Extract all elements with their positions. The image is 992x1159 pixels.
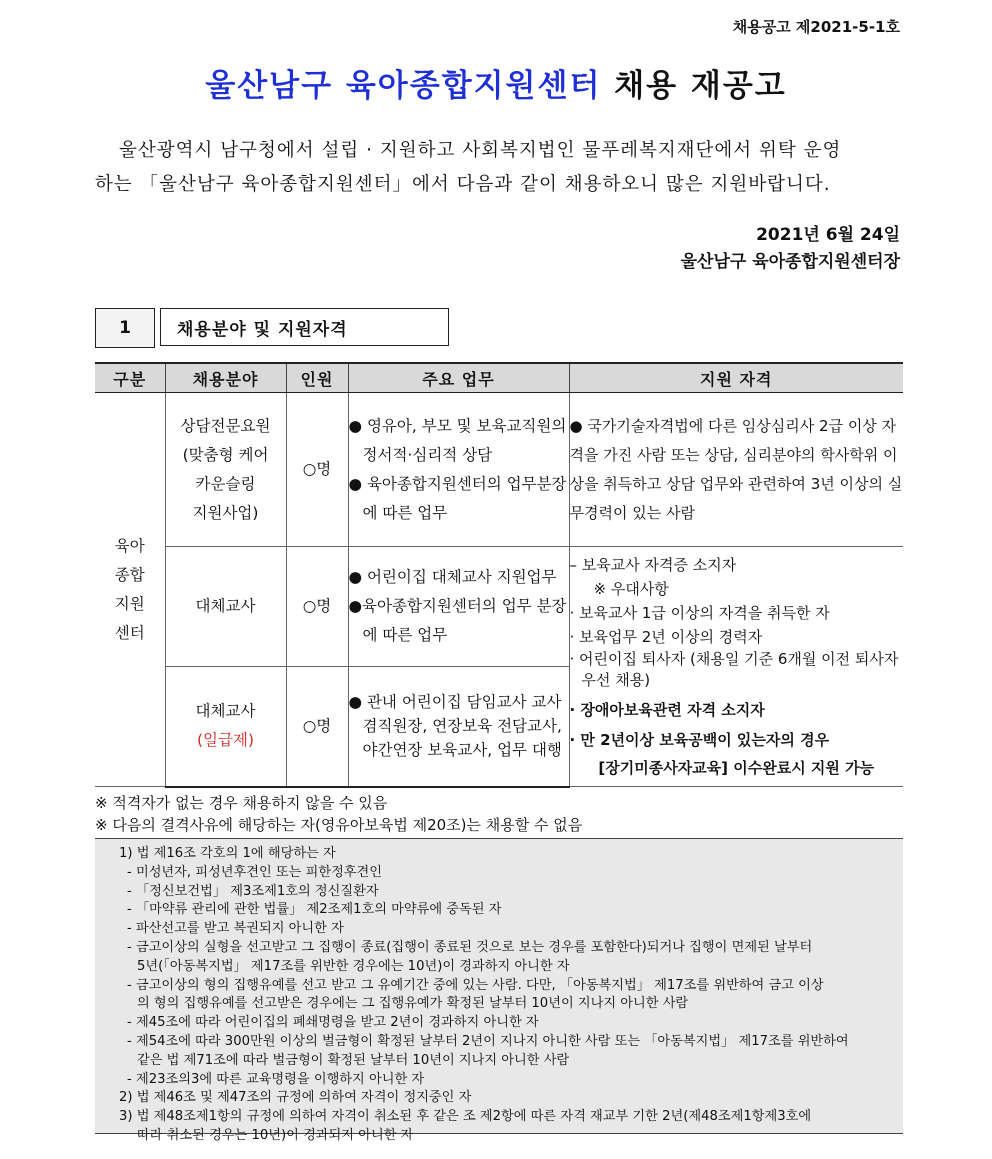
qualification-line: – 보육교사 자격증 소지자 xyxy=(569,555,737,574)
duty-item: ● 육아종합지원센터의 업무분장에 따른 업무 xyxy=(348,474,567,522)
disqualification-line: - 파산선고를 받고 복권되지 아니한 자 xyxy=(127,921,344,937)
qualification-line: [장기미종사자교육] 이수완료시 지원 가능 xyxy=(598,758,875,777)
category-text: 지원 xyxy=(114,594,145,613)
shared-qualification-cell xyxy=(569,547,903,787)
title-suffix: 채용 재공고 xyxy=(614,68,787,104)
disqualification-line: - 미성년자, 피성년후견인 또는 피한정후견인 xyxy=(127,864,383,880)
intro-line-1: 울산광역시 남구청에서 설립 · 지원하고 사회복지법인 물푸레복지재단에서 위탁 운영 xyxy=(119,140,842,161)
field-cell xyxy=(165,547,286,667)
duty-item: ● 어린이집 대체교사 지원업무 xyxy=(348,568,557,586)
category-cell xyxy=(95,393,165,787)
field-text: 대체교사 xyxy=(195,702,256,721)
field-note: (일급제) xyxy=(196,731,254,750)
section-title: 채용분야 및 지원자격 xyxy=(160,308,449,346)
duties-cell xyxy=(348,667,569,787)
duty-item: ● 관내 어린이집 담임교사 교사겸직원장, 연장보육 전담교사, 야간연장 보육교사, 업무 대행 xyxy=(348,693,562,760)
note-line: ※ 적격자가 없는 경우 채용하지 않을 수 있음 xyxy=(95,794,388,812)
header-category: 구분 xyxy=(95,363,165,393)
disqualification-line: 5년(「아동복지법」 제17조를 위반한 경우에는 10년)이 경과하지 아니한 자 xyxy=(137,958,570,974)
category-text: 센터 xyxy=(114,623,145,642)
table-header-row xyxy=(95,363,903,393)
date-block xyxy=(681,222,900,276)
disqualification-line: - 제45조에 따라 어린이집의 폐쇄명령을 받고 2년이 경과하지 아니한 자 xyxy=(127,1015,539,1031)
notice-number: 채용공고 제2021-5-1호 xyxy=(732,18,900,36)
disqualification-line: - 「정신보건법」 제3조제1호의 정신질환자 xyxy=(127,883,379,899)
field-cell xyxy=(165,667,286,787)
intro-paragraph xyxy=(95,134,900,202)
qualification-line: · 보육업무 2년 이상의 경력자 xyxy=(569,627,763,646)
title-center-name: 울산남구 육아종합지원센터 xyxy=(205,68,602,104)
field-text: (맞춤형 케어 xyxy=(182,445,269,464)
field-cell xyxy=(165,393,286,547)
qualification-line: · 만 2년이상 보육공백이 있는자의 경우 xyxy=(569,730,830,749)
count-cell: ○명 xyxy=(286,667,348,787)
disqualification-box xyxy=(95,838,903,1143)
header-field: 채용분야 xyxy=(165,363,286,393)
qualification-line: · 보육교사 1급 이상의 자격을 취득한 자 xyxy=(569,603,830,622)
duties-cell xyxy=(348,393,569,547)
field-text: 대체교사 xyxy=(195,597,256,615)
disqualification-line: 의 형의 집행유예를 선고받은 경우에는 그 집행유예가 확정된 날부터 10년이 지나지 아니한 사람 xyxy=(137,996,689,1012)
disqualification-line: - 금고이상의 실형을 선고받고 그 집행이 종료(집행이 종료된 것으로 보는 경우를 포함한다)되거나 집행이 면제된 날부터 xyxy=(127,939,813,955)
issuer: 울산남구 육아종합지원센터장 xyxy=(680,252,900,272)
duties-cell xyxy=(348,547,569,667)
table-row xyxy=(95,547,903,667)
disqualification-line: 따라 취소된 경우는 10년)이 경과되지 아니한 자 xyxy=(137,1127,414,1143)
disqualification-line: 1) 법 제16조 각호의 1에 해당하는 자 xyxy=(119,846,336,861)
disqualification-line: - 제23조의3에 따른 교육명령을 이행하지 아니한 자 xyxy=(127,1071,425,1087)
disqualification-line: 3) 법 제48조제1항의 규정에 의하여 자격이 취소된 후 같은 조 제2항에 따른 자격 재교부 기한 2년(제48조제1항제3호에 xyxy=(119,1109,812,1125)
category-text: 육아 xyxy=(114,536,145,555)
disqualification-line: - 「마약류 관리에 관한 법률」 제2조제1호의 마약류에 중독된 자 xyxy=(127,902,502,918)
section-number: 1 xyxy=(95,308,155,348)
disqualification-line: 같은 법 제71조에 따라 벌금형이 확정된 날부터 10년이 지나지 아니한 사람 xyxy=(137,1052,570,1068)
notice-date: 2021년 6월 24일 xyxy=(756,225,900,245)
field-text: 지원사업) xyxy=(192,503,259,522)
qualification-line: ※ 우대사항 xyxy=(593,579,669,598)
header-duties: 주요 업무 xyxy=(348,363,569,393)
disqualification-line: - 제54조에 따라 300만원 이상의 벌금형이 확정된 날부터 2년이 지나지 아니한 사람 또는 「아동복지법」 제17조를 위반하여 xyxy=(127,1033,849,1049)
duty-item: ●육아종합지원센터의 업무 분장에 따른 업무 xyxy=(348,597,567,644)
qualification-line: · 장애아보육관련 자격 소지자 xyxy=(569,700,765,719)
qualification-line: · 어린이집 퇴사자 (채용일 기준 6개월 이전 퇴사자 우선 채용) xyxy=(569,649,899,689)
field-text: 상담전문요원 xyxy=(180,416,271,435)
disqualification-line: - 금고이상의 형의 집행유예를 선고 받고 그 유예기간 중에 있는 사람. 다만, 「아동복지법」 제17조를 위반하여 금고 이상 xyxy=(127,977,824,993)
page-title xyxy=(0,60,992,105)
duty-item: ● 영유아, 부모 및 보육교직원의 정서적·심리적 상담 xyxy=(348,416,567,464)
qualification-cell: ● 국가기술자격법에 다른 임상심리사 2급 이상 자격을 가진 사람 또는 상담, 심리분야의 학사학위 이상을 취득하고 상담 업무와 관련하여 3년 이상의 실무경력이 있는 사람 xyxy=(569,393,903,547)
header-qualification: 지원 자격 xyxy=(569,363,903,393)
disqualification-line: 2) 법 제46조 및 제47조의 규정에 의하여 자격이 정지중인 자 xyxy=(119,1090,472,1106)
count-cell: ○명 xyxy=(286,547,348,667)
notes xyxy=(95,792,582,836)
intro-line-2: 하는 「울산남구 육아종합지원센터」에서 다음과 같이 채용하오니 많은 지원바랍니다. xyxy=(95,174,831,195)
header-count: 인원 xyxy=(286,363,348,393)
recruitment-table xyxy=(95,362,903,788)
count-cell: ○명 xyxy=(286,393,348,547)
note-line: ※ 다음의 결격사유에 해당하는 자(영유아보육법 제20조)는 채용할 수 없음 xyxy=(95,816,583,834)
table-row xyxy=(95,393,903,547)
field-text: 카운슬링 xyxy=(195,474,256,493)
category-text: 종합 xyxy=(114,565,145,584)
